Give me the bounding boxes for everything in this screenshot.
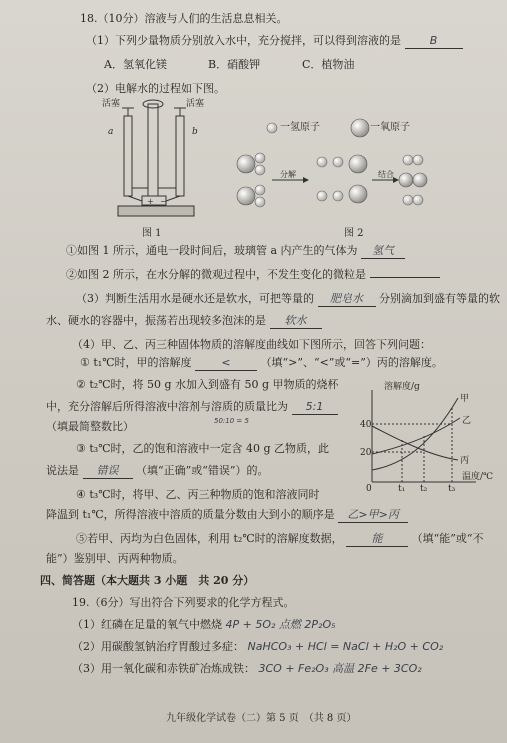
chart-ylabel: 溶解度/g: [384, 382, 420, 392]
arrow-label-decompose: 分解: [280, 170, 296, 179]
q18-c2-answer: 5:1: [292, 400, 338, 415]
q18-part3-answer: 肥皂水: [318, 292, 376, 307]
section-4-heading: 四、简答题（本大题共 3 小题 共 20 分）: [40, 574, 255, 587]
q18-c5-answer: 能: [346, 532, 408, 547]
q18-part2: （2）电解水的过程如下图。: [86, 82, 225, 95]
tube-b: [176, 116, 184, 196]
arrow-label-combine: 结合: [378, 170, 394, 179]
chart-xtick-t1: t₁: [398, 484, 406, 494]
page-footer: 九年级化学试卷（二）第 5 页 （共 8 页）: [166, 713, 357, 724]
q19-item2-answer: NaHCO₃ + HCl = NaCl + H₂O + CO₂: [247, 640, 444, 653]
q18-sub2-blank: [370, 277, 440, 278]
q19-title: 19.（6分）写出符合下列要求的化学方程式。: [72, 596, 295, 609]
legend-oxygen-label: 一氧原子: [370, 122, 410, 133]
fig1-label-a: a: [108, 127, 114, 137]
q18-c1-answer: <: [195, 356, 257, 371]
q18-c2a: ② t₂℃时，将 50 g 水加入到盛有 50 g 甲物质的烧杯: [76, 378, 339, 391]
q18-c4-answer: 乙>甲>丙: [338, 508, 408, 523]
q18-part3-cont: 水、硬水的容器中，振荡若出现较多泡沫的是 软水: [46, 314, 322, 329]
q18-part1: （1）下列少量物质分别放入水中，充分搅拌，可以得到溶液的是 B: [86, 34, 463, 49]
q19-item1-answer: 4P + 5O₂ 点燃 2P₂O₅: [225, 618, 336, 631]
q18-c2b: 中，充分溶解后所得溶液中溶剂与溶质的质量比为 5:1: [46, 400, 338, 415]
middle-funnel-tube: [148, 104, 158, 196]
q18-option-c: C．植物油: [302, 58, 355, 71]
q19-item2: （2）用碳酸氢钠治疗胃酸过多症： NaHCO₃ + HCl = NaCl + H₂O + CO₂: [72, 640, 444, 653]
q18-title: 18.（10分）溶液与人们的生活息息相关。: [80, 12, 288, 25]
legend-oxygen-atom: [351, 119, 369, 137]
q18-part1-answer: B: [405, 34, 463, 49]
fig1-label-b: b: [192, 127, 198, 137]
q19-item3: （3）用一氧化碳和赤铁矿冶炼成铁： 3CO + Fe₂O₃ 高温 2Fe + 3CO₂: [72, 662, 422, 675]
chart-ytick-40: 40: [360, 420, 372, 430]
fig1-label-stopper-right: 活塞: [186, 99, 205, 109]
chart-series-label-yi: 乙: [462, 416, 472, 426]
base-plate: [118, 206, 194, 216]
q19-item1: （1）红磷在足量的氧气中燃烧 4P + 5O₂ 点燃 2P₂O₅: [72, 618, 336, 631]
q18-c2c: （填最简整数比）: [46, 420, 134, 433]
electrolysis-apparatus-figure: [100, 98, 210, 226]
q18-part4: （4）甲、乙、丙三种固体物质的溶解度曲线如下图所示，回答下列问题：: [72, 338, 431, 351]
q18-c4a: ④ t₃℃时，将甲、乙、丙三种物质的饱和溶液同时: [76, 488, 320, 501]
series-curve-bing: [372, 426, 458, 460]
chart-xtick-t2: t₂: [420, 484, 428, 494]
q18-c3b: 说法是 错误 （填“正确”或“错误”）的。: [46, 464, 269, 477]
chart-series-label-bing: 丙: [460, 456, 470, 466]
q18-sub1-answer: 氢气: [361, 244, 405, 259]
series-curve-jia: [372, 398, 458, 470]
q19-item3-answer: 3CO + Fe₂O₃ 高温 2Fe + 3CO₂: [258, 662, 422, 675]
fig1-caption: 图 1: [142, 228, 162, 239]
q18-part3: （3）判断生活用水是硬水还是软水，可把等量的 肥皂水 分别滴加到盛有等量的软: [76, 292, 500, 305]
q18-c1: ① t₁℃时，甲的溶解度 < （填“>”、“<”或“=”）丙的溶解度。: [80, 356, 443, 369]
q18-c2-scratch-note: 50:10 = 5: [214, 417, 249, 425]
q18-part3-answer2: 软水: [270, 314, 322, 329]
q18-c5a: ⑤若甲、丙均为白色固体，利用 t₂℃时的溶解度数据， 能 （填“能”或“不: [76, 532, 484, 545]
fig1-label-stopper-left: 活塞: [102, 99, 121, 109]
chart-xtick-0: 0: [366, 484, 372, 494]
chart-series-label-jia: 甲: [460, 394, 470, 404]
q18-sub2: ②如图 2 所示，在水分解的微观过程中，不发生变化的微粒是: [66, 268, 440, 282]
chart-xtick-t3: t₃: [448, 484, 456, 494]
tube-a: [124, 116, 132, 196]
chart-xlabel: 温度/℃: [462, 472, 494, 482]
series-curve-yi: [372, 418, 460, 454]
legend-hydrogen-label: 一氢原子: [280, 122, 320, 133]
q18-c3-answer: 错误: [83, 464, 133, 479]
q18-option-a: A．氢氧化镁: [104, 58, 167, 71]
q18-c3a: ③ t₃℃时，乙的饱和溶液中一定含 40 g 乙物质，此: [76, 442, 330, 455]
fig2-caption: 图 2: [344, 228, 364, 239]
chart-ytick-20: 20: [360, 448, 372, 458]
q18-c5c: 能”）鉴别甲、丙两种物质。: [46, 552, 184, 565]
q18-option-b: B．硝酸钾: [208, 58, 261, 71]
svg-text:+: +: [147, 197, 154, 206]
svg-text:−: −: [160, 197, 167, 206]
q18-sub1: ①如图 1 所示，通电一段时间后，玻璃管 a 内产生的气体为 氢气: [66, 244, 405, 259]
legend-hydrogen-atom: [267, 123, 277, 133]
q18-c4b: 降温到 t₁℃，所得溶液中溶质的质量分数由大到小的顺序是 乙>甲>丙: [46, 508, 408, 523]
